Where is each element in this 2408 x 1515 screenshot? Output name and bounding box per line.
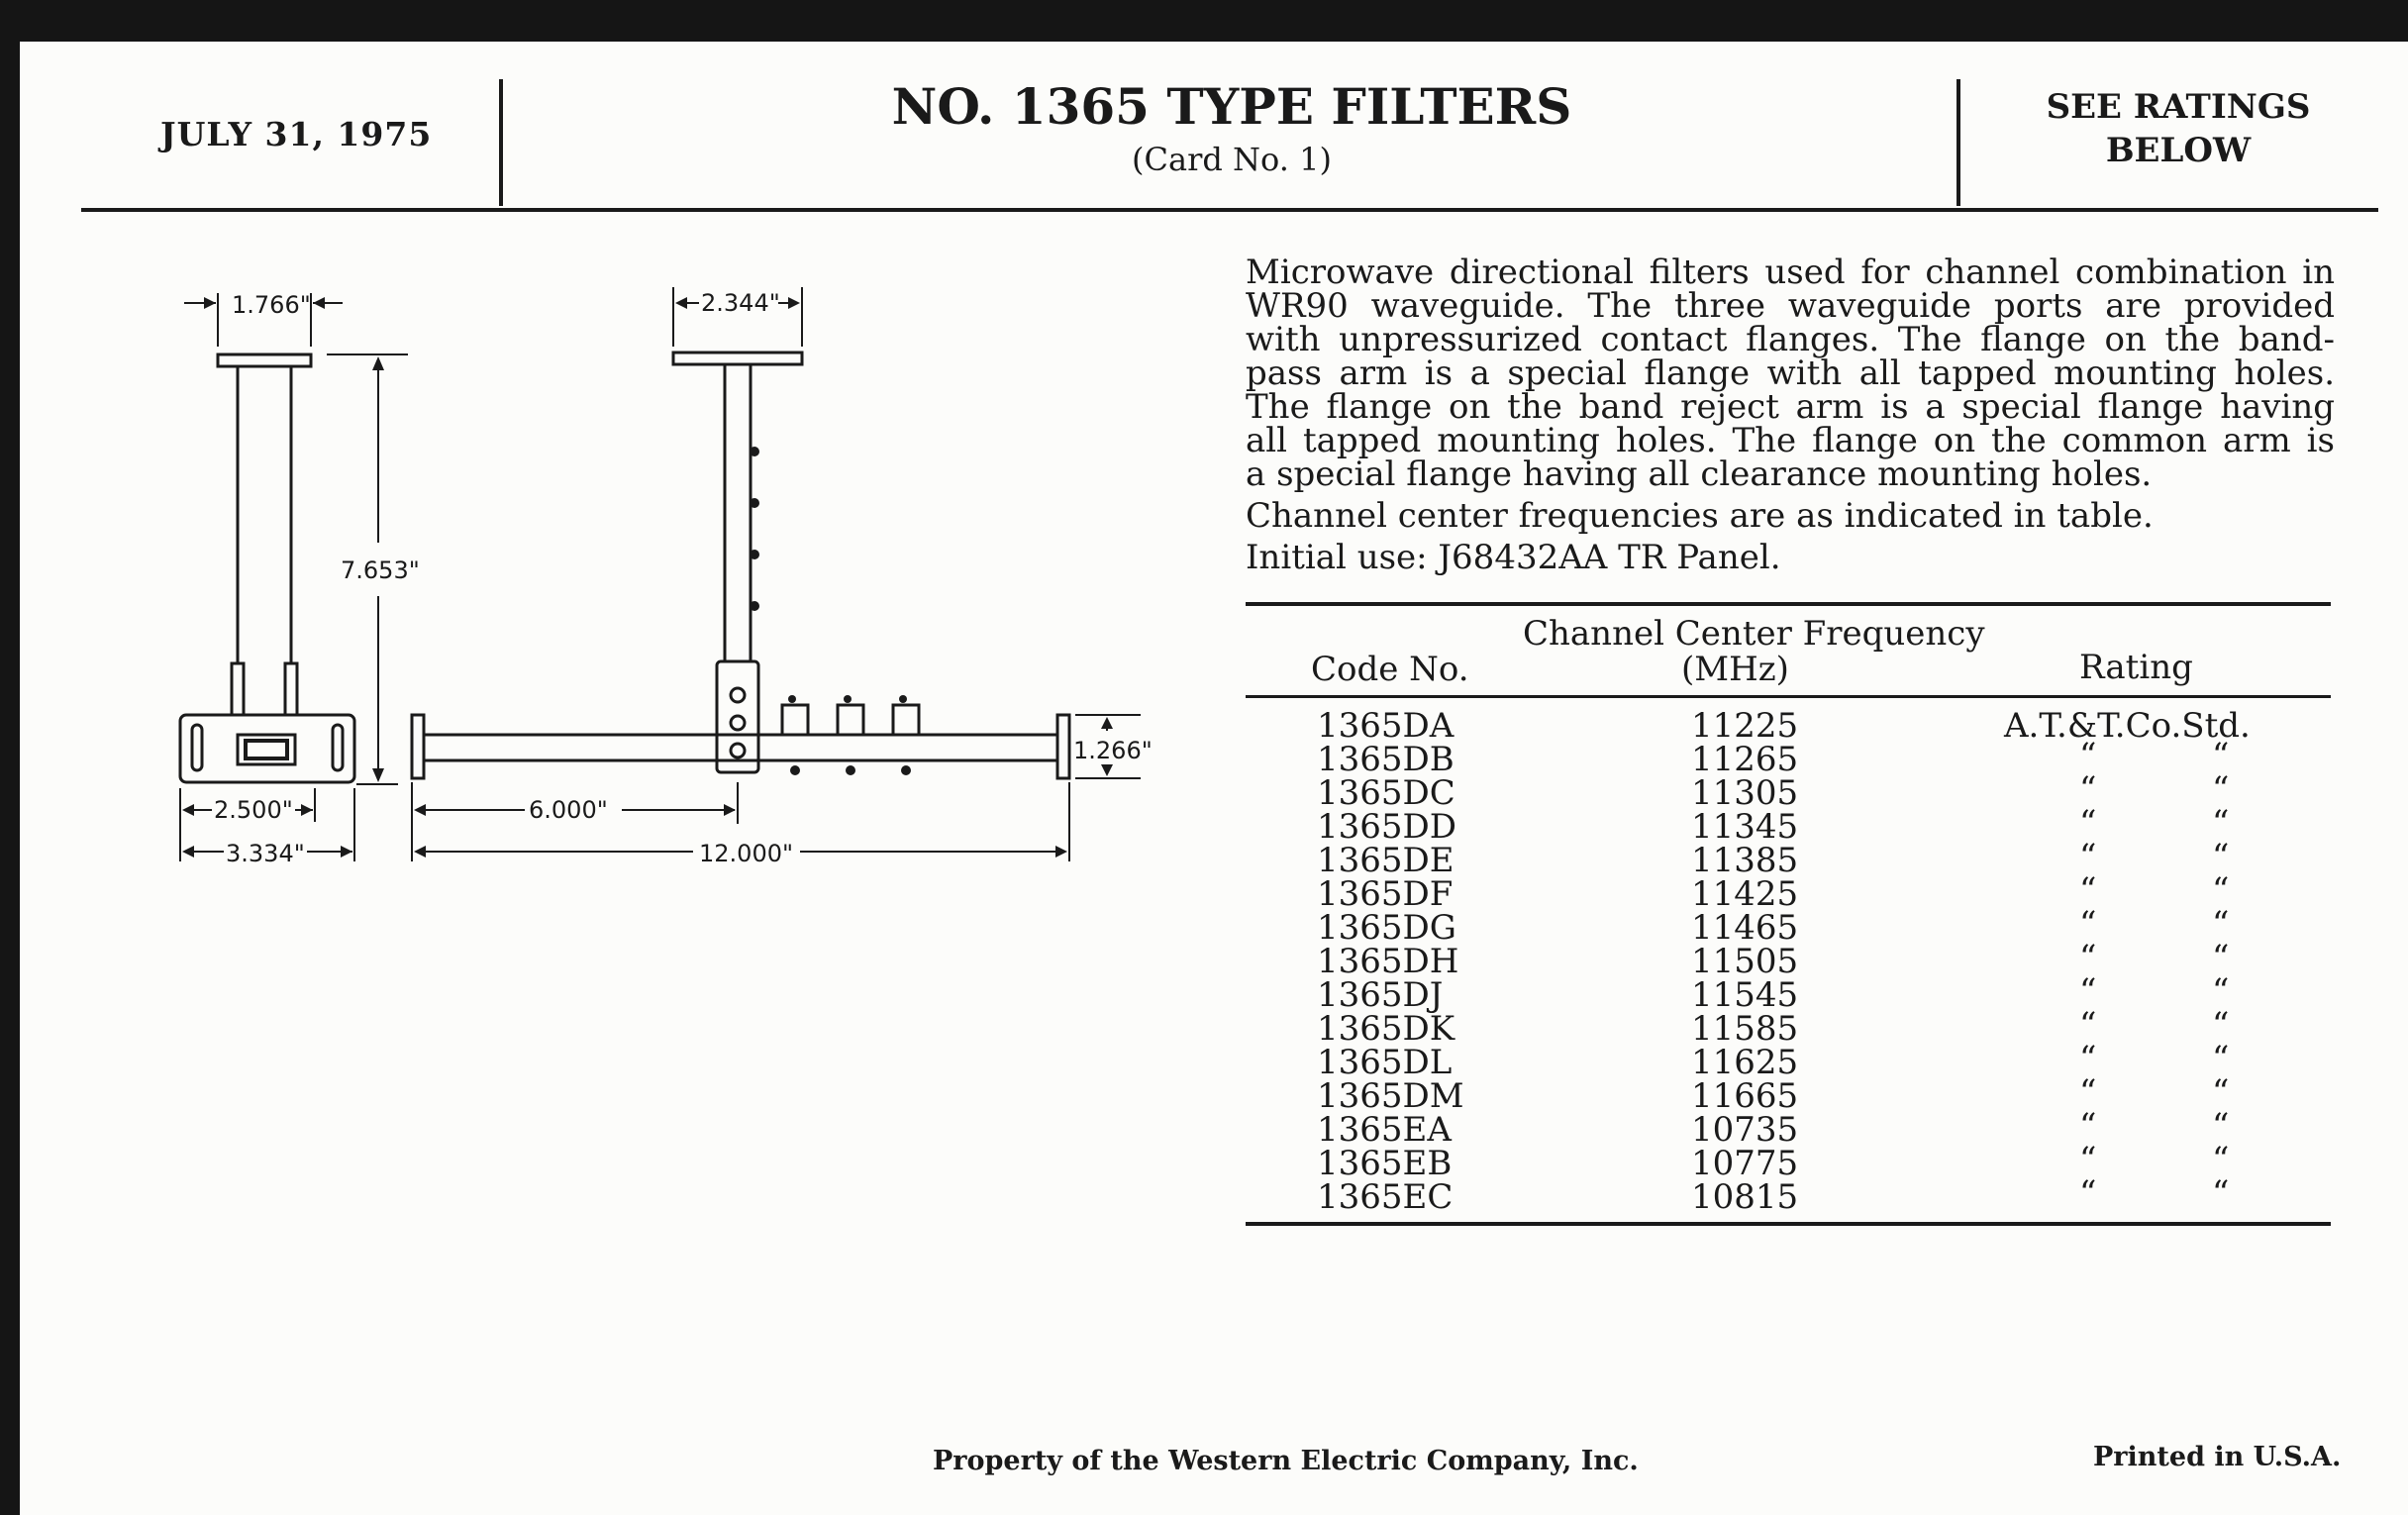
ditto-mark: “ [2212,769,2230,809]
code-cell: 1365DB [1317,740,1455,779]
freq-cell: 11545 [1691,975,1799,1015]
table-top-rule [1246,602,2331,606]
channel-note: Channel center frequencies are as indicated in table. [1246,496,2154,536]
col-header-rating: Rating [2079,648,2193,687]
desc-line: all tapped mounting holes. The flange on the common arm is [1246,421,2335,460]
ditto-mark: “ [2212,1106,2230,1146]
code-cell: 1365DK [1317,1009,1455,1049]
freq-cell: 11665 [1691,1076,1799,1116]
ditto-mark: “ [2212,1072,2230,1112]
desc-line: The flange on the band reject arm is a special flange having [1246,387,2335,427]
freq-cell: 10775 [1691,1144,1799,1183]
code-cell: 1365DH [1317,942,1459,981]
code-cell: 1365DL [1317,1043,1453,1082]
card-subtitle: (Card No. 1) [1132,141,1332,178]
code-cell: 1365DE [1317,841,1455,880]
freq-cell: 11465 [1691,908,1799,948]
code-cell: 1365DG [1317,908,1456,948]
description-paragraph [1246,252,2335,494]
code-cell: 1365EC [1317,1177,1454,1217]
ditto-mark: “ [2212,971,2230,1011]
dim-base-outer: 3.334" [226,840,305,867]
dim-span-full: 12.000" [699,840,794,867]
code-cell: 1365EA [1317,1110,1452,1150]
freq-cell: 11505 [1691,942,1799,981]
ratings-note-line2: BELOW [2105,131,2252,170]
desc-line: WR90 waveguide. The three waveguide ports are provided [1246,286,2335,326]
ditto-mark: “ [2079,1072,2097,1112]
desc-line: with unpressurized contact flanges. The flange on the band- [1246,320,2335,359]
code-cell: 1365EB [1317,1144,1453,1183]
footer-property: Property of the Western Electric Company, Inc. [933,1446,1639,1476]
code-cell: 1365DJ [1317,975,1444,1015]
freq-cell: 10815 [1691,1177,1799,1217]
ditto-mark: “ [2212,1140,2230,1179]
freq-cell: 11345 [1691,807,1799,847]
ditto-mark: “ [2079,870,2097,910]
footer-printed: Printed in U.S.A. [2093,1442,2342,1472]
code-cell: 1365DD [1317,807,1457,847]
desc-line: a special flange having all clearance mounting holes. [1246,454,2153,494]
ditto-mark: “ [2212,736,2230,775]
ditto-mark: “ [2212,904,2230,944]
col-header-freq-2: (MHz) [1681,650,1789,689]
freq-cell: 10735 [1691,1110,1799,1150]
code-cell: 1365DF [1317,874,1454,914]
header-divider-right [1956,79,1960,206]
freq-cell: 11225 [1691,706,1799,746]
ditto-mark: “ [2212,1173,2230,1213]
ditto-mark: “ [2212,837,2230,876]
freq-cell: 11625 [1691,1043,1799,1082]
ditto-mark: “ [2212,1039,2230,1078]
col-header-freq-1: Channel Center Frequency [1523,614,1985,654]
ditto-mark: “ [2079,1106,2097,1146]
ditto-mark: “ [2079,1005,2097,1045]
freq-cell: 11265 [1691,740,1799,779]
table-bottom-rule [1246,1222,2331,1226]
ditto-mark: “ [2079,971,2097,1011]
freq-cell: 11425 [1691,874,1799,914]
dim-base-inner: 2.500" [214,796,293,824]
freq-cell: 11385 [1691,841,1799,880]
card-title: NO. 1365 TYPE FILTERS [891,77,1572,136]
ratings-note-line1: SEE RATINGS [2046,87,2311,127]
freq-cell: 11585 [1691,1009,1799,1049]
ditto-mark: “ [2212,1005,2230,1045]
ditto-mark: “ [2212,938,2230,977]
code-cell: 1365DM [1317,1076,1464,1116]
ditto-mark: “ [2079,1173,2097,1213]
ditto-mark: “ [2212,803,2230,843]
rating-cell: A.T.&T.Co.Std. [2004,706,2251,746]
dim-top-right: 2.344" [701,289,780,317]
ditto-mark: “ [2079,938,2097,977]
dim-flange: 1.266" [1073,737,1153,764]
ditto-mark: “ [2212,870,2230,910]
ditto-mark: “ [2079,837,2097,876]
dim-top-left: 1.766" [232,291,311,319]
dim-span-half: 6.000" [529,796,608,824]
table-header-rule [1246,695,2331,698]
left-top-flange [218,354,311,366]
ditto-mark: “ [2079,769,2097,809]
ditto-mark: “ [2079,1039,2097,1078]
ditto-mark: “ [2079,1140,2097,1179]
code-cell: 1365DC [1317,773,1455,813]
desc-line: pass arm is a special flange with all tapped mounting holes. [1246,354,2335,393]
filter-description [1246,252,2335,577]
card-date: JULY 31, 1975 [160,115,433,153]
ditto-mark: “ [2079,803,2097,843]
right-top-flange [673,353,802,364]
ditto-mark: “ [2079,904,2097,944]
ditto-mark: “ [2079,736,2097,775]
filter-dimension-drawing [0,0,1188,891]
freq-cell: 11305 [1691,773,1799,813]
ratings-note [1970,85,2386,172]
code-cell: 1365DA [1317,706,1455,746]
dim-height: 7.653" [341,556,420,584]
left-housing [180,715,354,782]
initial-use: Initial use: J68432AA TR Panel. [1246,538,1781,577]
desc-line: Microwave directional filters used for channel combination in [1246,252,2335,292]
col-header-code: Code No. [1311,650,1469,689]
